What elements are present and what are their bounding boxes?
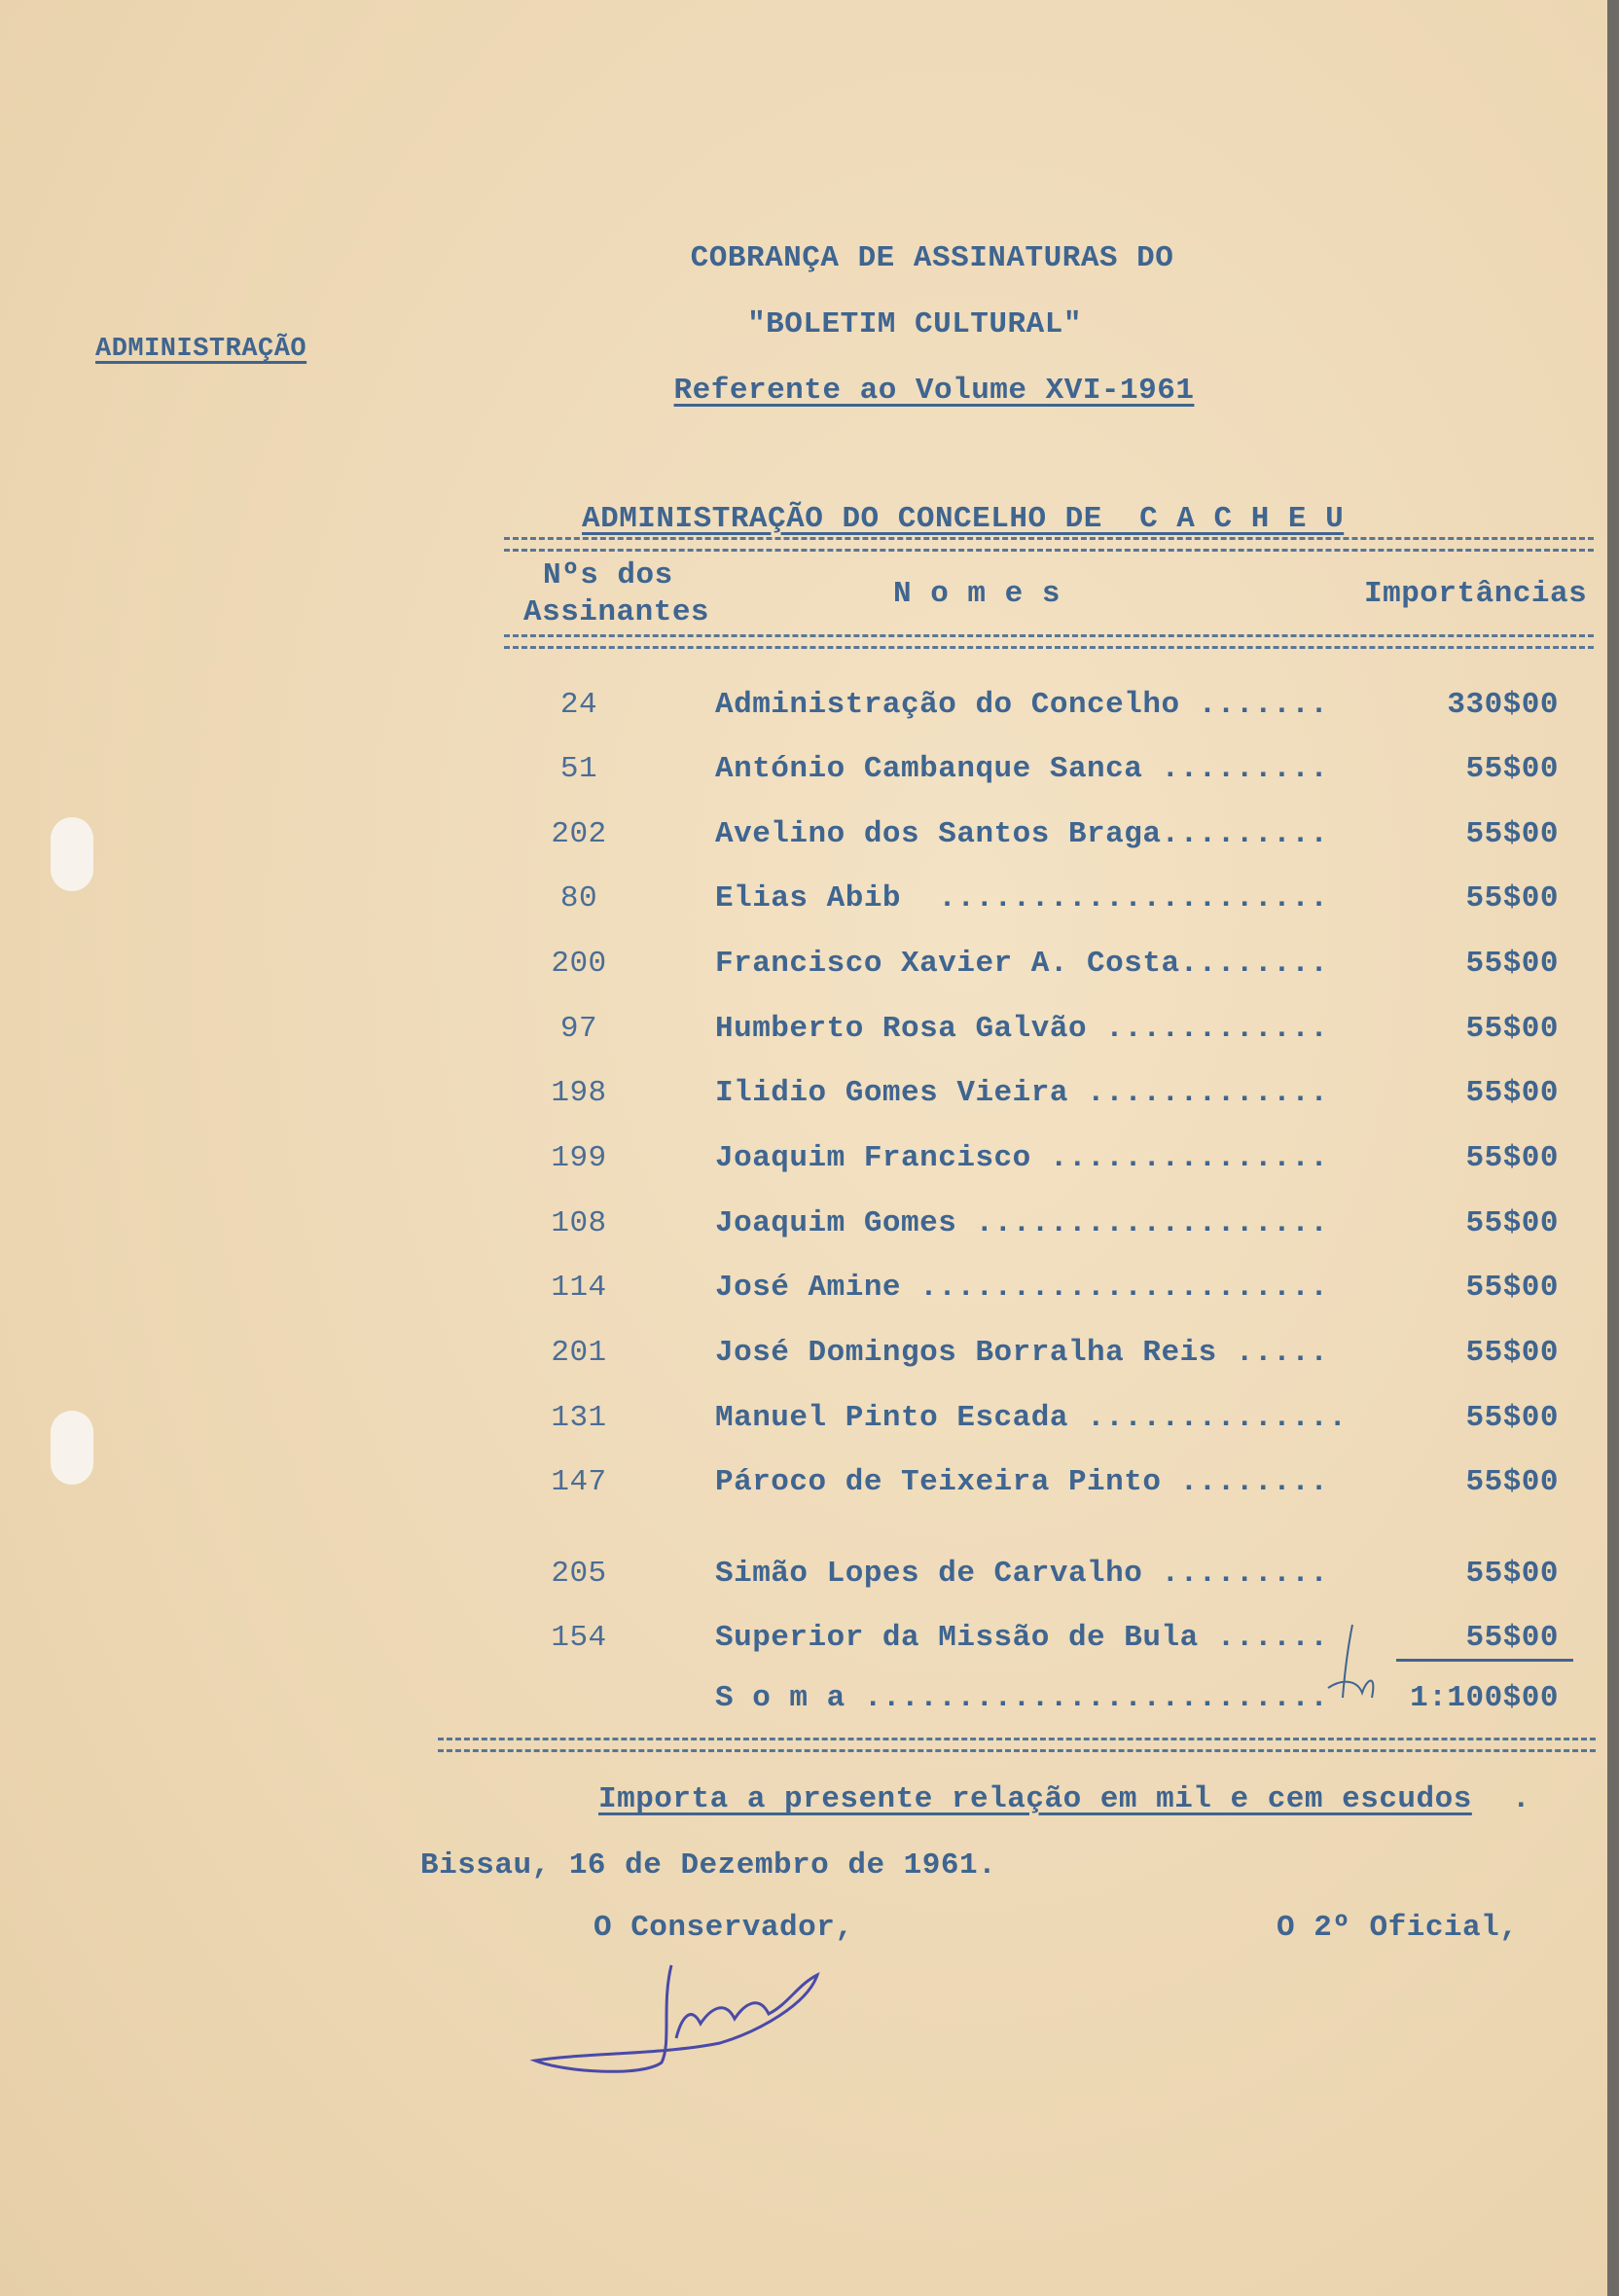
subtotal-underline <box>1396 1659 1573 1662</box>
subscriber-name: José Domingos Borralha Reis ..... <box>715 1336 1329 1370</box>
column-header-number-2: Assinantes <box>523 595 710 629</box>
place-date: Bissau, 16 de Dezembro de 1961. <box>420 1848 997 1883</box>
subscriber-name: José Amine ...................... <box>715 1271 1329 1305</box>
subscriber-number: 24 <box>559 688 598 722</box>
subscriber-name: Superior da Missão de Bula ...... <box>715 1621 1329 1655</box>
subscriber-amount: 55$00 <box>1465 947 1559 981</box>
subscriber-amount: 55$00 <box>1465 1206 1559 1240</box>
subscriber-number: 51 <box>559 752 598 786</box>
subscriber-number: 202 <box>551 817 607 851</box>
divider <box>504 634 1594 649</box>
divider <box>438 1738 1596 1752</box>
subscriber-name: Pároco de Teixeira Pinto ........ <box>715 1465 1329 1499</box>
header-line-3: Referente ao Volume XVI-1961 <box>673 374 1195 408</box>
column-header-names: N o m e s <box>893 577 1061 611</box>
side-label: ADMINISTRAÇÃO <box>95 335 307 364</box>
section-title: ADMINISTRAÇÃO DO CONCELHO DE C A C H E U <box>582 502 1345 536</box>
column-header-number: Nºs dos <box>543 558 673 592</box>
header-line-2: "BOLETIM CULTURAL" <box>747 307 1082 341</box>
subscriber-number: 147 <box>551 1465 607 1499</box>
subscriber-amount: 330$00 <box>1447 688 1559 722</box>
subscriber-name: Manuel Pinto Escada .............. <box>715 1401 1348 1435</box>
subscriber-amount: 55$00 <box>1465 1401 1559 1435</box>
divider <box>504 537 1594 552</box>
subscriber-amount: 55$00 <box>1465 1012 1559 1046</box>
subscriber-number: 97 <box>559 1012 598 1046</box>
subscriber-amount: 55$00 <box>1465 1336 1559 1370</box>
subscriber-name: Administração do Concelho ....... <box>715 688 1329 722</box>
subscriber-name: Avelino dos Santos Braga......... <box>715 817 1329 851</box>
subscriber-name: Joaquim Francisco ............... <box>715 1141 1329 1175</box>
subscriber-name: Joaquim Gomes ................... <box>715 1206 1329 1240</box>
statement-period: . <box>1512 1782 1531 1816</box>
subscriber-name: Ilidio Gomes Vieira ............. <box>715 1076 1329 1110</box>
column-header-amounts: Importâncias <box>1364 577 1588 611</box>
handwritten-signature <box>525 1946 856 2092</box>
subscriber-number: 200 <box>551 947 607 981</box>
punch-hole <box>51 817 93 891</box>
subscriber-number: 154 <box>551 1621 607 1655</box>
header-line-1: COBRANÇA DE ASSINATURAS DO <box>690 241 1174 275</box>
subscriber-number: 199 <box>551 1141 607 1175</box>
subscriber-number: 114 <box>551 1271 607 1305</box>
signatory-right: O 2º Oficial, <box>1277 1911 1519 1945</box>
subscriber-name: Simão Lopes de Carvalho ......... <box>715 1557 1329 1591</box>
subscriber-amount: 55$00 <box>1465 1271 1559 1305</box>
subscriber-number: 131 <box>551 1401 607 1435</box>
subscriber-amount: 55$00 <box>1465 1621 1559 1655</box>
handwritten-initials <box>1323 1620 1382 1717</box>
punch-hole <box>51 1411 93 1485</box>
statement: Importa a presente relação em mil e cem escudos <box>598 1782 1472 1816</box>
total-amount: 1:100$00 <box>1410 1681 1559 1715</box>
subscriber-number: 201 <box>551 1336 607 1370</box>
subscriber-number: 108 <box>551 1206 607 1240</box>
subscriber-amount: 55$00 <box>1465 1076 1559 1110</box>
subscriber-name: Francisco Xavier A. Costa........ <box>715 947 1329 981</box>
subscriber-name: Humberto Rosa Galvão ............ <box>715 1012 1329 1046</box>
subscriber-amount: 55$00 <box>1465 881 1559 915</box>
subscriber-name: Elias Abib ..................... <box>715 881 1329 915</box>
subscriber-number: 205 <box>551 1557 607 1591</box>
subscriber-amount: 55$00 <box>1465 1557 1559 1591</box>
subscriber-number: 198 <box>551 1076 607 1110</box>
subscriber-number: 80 <box>559 881 598 915</box>
subscriber-amount: 55$00 <box>1465 817 1559 851</box>
signatory-left: O Conservador, <box>594 1911 854 1945</box>
subscriber-amount: 55$00 <box>1465 752 1559 786</box>
subscriber-amount: 55$00 <box>1465 1465 1559 1499</box>
subscriber-amount: 55$00 <box>1465 1141 1559 1175</box>
total-label: S o m a ......................... <box>715 1681 1329 1715</box>
subscriber-name: António Cambanque Sanca ......... <box>715 752 1329 786</box>
